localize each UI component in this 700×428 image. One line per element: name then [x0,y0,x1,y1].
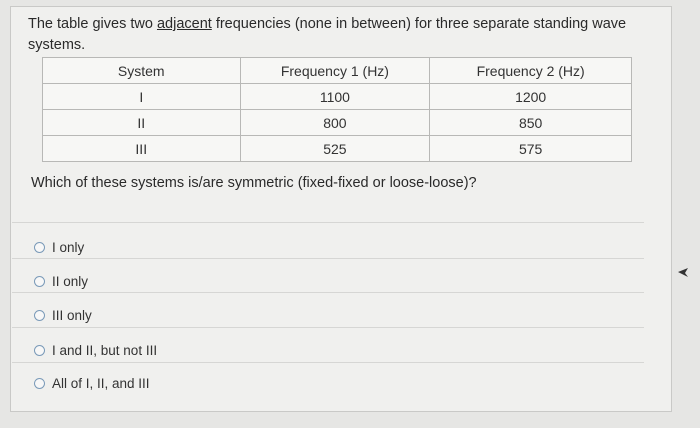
option-label: III only [52,308,92,323]
header-frequency-2: Frequency 2 (Hz) [430,58,632,84]
question-text [28,14,628,56]
option-label: II only [52,274,89,289]
radio-button[interactable] [34,345,45,356]
cell-frequency-2: 850 [430,110,632,136]
divider [12,258,644,259]
table-header-row [43,58,632,84]
radio-button[interactable] [34,378,45,389]
divider [12,327,644,328]
cell-frequency-1: 1100 [240,84,430,110]
option-label: All of I, II, and III [52,376,150,391]
divider [12,222,644,223]
question-part1: The table gives two [28,16,157,32]
cell-system: II [43,110,241,136]
option-i-only[interactable] [34,240,84,255]
divider [12,292,644,293]
cell-system: I [43,84,241,110]
radio-button[interactable] [34,310,45,321]
table-row [43,136,632,162]
header-system: System [43,58,241,84]
cell-frequency-2: 575 [430,136,632,162]
question-part2: frequencies (none in between) for three separate standing wave systems. [28,16,627,53]
option-label: I and II, but not III [52,343,158,358]
frequency-table [42,57,632,162]
prompt-text: Which of these systems is/are symmetric (fixed-fixed or loose-loose)? [31,175,477,191]
radio-button[interactable] [34,276,45,287]
header-frequency-1: Frequency 1 (Hz) [240,58,430,84]
table-row [43,110,632,136]
option-label: I only [52,240,85,255]
cell-system: III [43,136,241,162]
option-all[interactable] [34,376,150,391]
question-emphasis: adjacent [156,16,212,32]
table-row [43,84,632,110]
cell-frequency-1: 800 [240,110,430,136]
mouse-cursor-icon [676,265,690,279]
cell-frequency-2: 1200 [430,84,632,110]
option-ii-only[interactable] [34,274,88,289]
cell-frequency-1: 525 [240,136,430,162]
option-i-and-ii[interactable] [34,343,157,358]
option-iii-only[interactable] [34,308,92,323]
radio-button[interactable] [34,242,45,253]
divider [12,362,644,363]
